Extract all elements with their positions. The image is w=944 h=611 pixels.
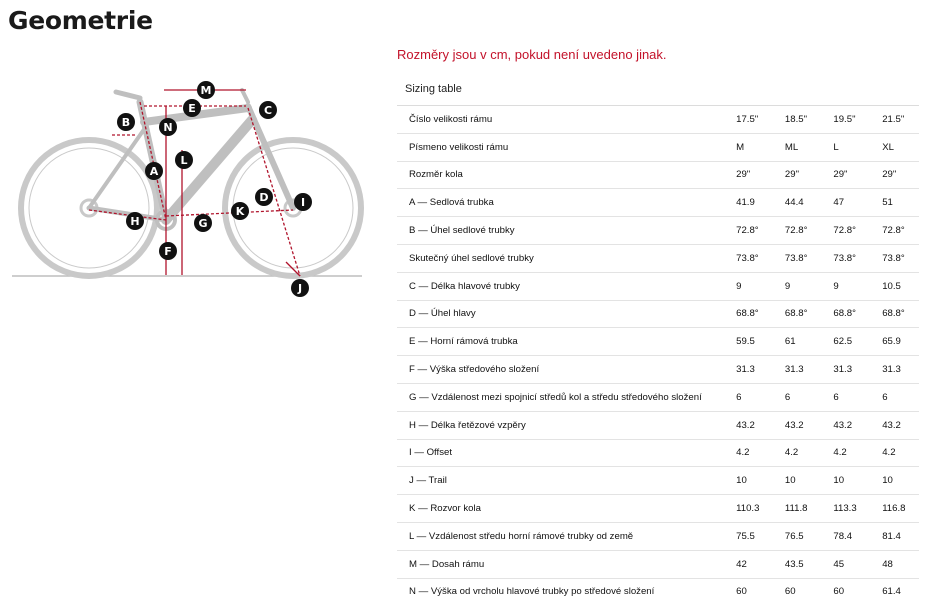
row-label: D — Úhel hlavy [397, 300, 724, 328]
marker-label: C [263, 104, 273, 117]
row-value: 45 [821, 550, 870, 578]
row-label: B — Úhel sedlové trubky [397, 217, 724, 245]
row-value: 43.2 [821, 411, 870, 439]
row-value: 31.3 [773, 356, 821, 384]
marker-l [175, 151, 193, 169]
row-value: 72.8° [773, 217, 821, 245]
row-label: Rozměr kola [397, 161, 724, 189]
marker-label: I [300, 196, 306, 209]
row-value: 81.4 [870, 522, 919, 550]
marker-label: J [297, 282, 303, 295]
row-value: 4.2 [724, 439, 773, 467]
row-value: 73.8° [870, 244, 919, 272]
row-value: ML [773, 133, 821, 161]
row-value: 10.5 [870, 272, 919, 300]
table-row [397, 439, 919, 467]
marker-i [294, 193, 312, 211]
row-value: 6 [724, 383, 773, 411]
table-row [397, 133, 919, 161]
table-row [397, 467, 919, 495]
row-value: 29" [821, 161, 870, 189]
row-label: N — Výška od vrcholu hlavové trubky po středové složení [409, 586, 655, 598]
table-row [397, 495, 919, 523]
row-value: 19.5" [821, 106, 870, 133]
marker-f [159, 242, 177, 260]
row-value: 61.4 [882, 586, 901, 598]
row-value: 62.5 [821, 328, 870, 356]
row-value: 31.3 [724, 356, 773, 384]
row-value: 60 [833, 586, 845, 598]
row-value: 72.8° [870, 217, 919, 245]
marker-d [255, 188, 273, 206]
row-value: 68.8° [724, 300, 773, 328]
marker-m [197, 81, 215, 99]
row-value: 72.8° [821, 217, 870, 245]
row-value: 18.5" [773, 106, 821, 133]
row-value: 6 [773, 383, 821, 411]
row-value: 9 [821, 272, 870, 300]
row-value: 68.8° [870, 300, 919, 328]
row-value: 73.8° [724, 244, 773, 272]
row-value: 61 [773, 328, 821, 356]
row-value: 4.2 [821, 439, 870, 467]
marker-label: N [163, 121, 173, 134]
row-value: 47 [821, 189, 870, 217]
marker-label: G [198, 217, 208, 230]
marker-label: D [259, 191, 269, 204]
row-value: 68.8° [773, 300, 821, 328]
row-value: 9 [724, 272, 773, 300]
row-value: 111.8 [773, 495, 821, 523]
marker-h [126, 212, 144, 230]
row-value: 75.5 [724, 522, 773, 550]
row-value: 43.2 [724, 411, 773, 439]
row-value: 110.3 [724, 495, 773, 523]
row-value: 68.8° [821, 300, 870, 328]
table-row [397, 356, 919, 384]
row-value: 10 [773, 467, 821, 495]
page-title: Geometrie [8, 6, 153, 35]
units-note: Rozměry jsou v cm, pokud není uvedeno jinak. [397, 47, 667, 62]
table-row [397, 300, 919, 328]
table-row [397, 217, 919, 245]
row-value: 48 [870, 550, 919, 578]
row-label: Číslo velikosti rámu [397, 106, 724, 133]
marker-label: H [130, 215, 140, 228]
row-value: 43.2 [870, 411, 919, 439]
row-value: 6 [870, 383, 919, 411]
row-label: G — Vzdálenost mezi spojnicí středů kol a středu středového složení [397, 383, 724, 411]
table-row [397, 411, 919, 439]
row-value: XL [870, 133, 919, 161]
marker-g [194, 214, 212, 232]
table-row [397, 244, 919, 272]
row-label: M — Dosah rámu [397, 550, 724, 578]
sizing-table-caption: Sizing table [397, 74, 919, 106]
row-value: 29" [773, 161, 821, 189]
table-row [397, 106, 919, 133]
row-value: 10 [821, 467, 870, 495]
table-row [397, 161, 919, 189]
row-value: 72.8° [724, 217, 773, 245]
marker-label: M [200, 84, 212, 97]
row-value: 76.5 [773, 522, 821, 550]
sizing-table-body [397, 106, 919, 605]
row-label: C — Délka hlavové trubky [397, 272, 724, 300]
row-value: 113.3 [821, 495, 870, 523]
row-value: 43.5 [773, 550, 821, 578]
row-label: A — Sedlová trubka [397, 189, 724, 217]
marker-c [259, 101, 277, 119]
marker-label: K [235, 205, 245, 218]
row-label: J — Trail [397, 467, 724, 495]
row-label: Písmeno velikosti rámu [397, 133, 724, 161]
row-label: I — Offset [397, 439, 724, 467]
row-value: 73.8° [821, 244, 870, 272]
row-value: 31.3 [870, 356, 919, 384]
table-row [397, 328, 919, 356]
row-value: 44.4 [773, 189, 821, 217]
row-value: 42 [724, 550, 773, 578]
table-row [397, 272, 919, 300]
marker-label: A [149, 165, 159, 178]
marker-n [159, 118, 177, 136]
row-value: 10 [870, 467, 919, 495]
row-label: F — Výška středového složení [397, 356, 724, 384]
sizing-table [397, 74, 919, 605]
marker-b [117, 113, 135, 131]
marker-a [145, 162, 163, 180]
marker-e [183, 99, 201, 117]
row-value: 51 [870, 189, 919, 217]
row-value: 78.4 [821, 522, 870, 550]
row-label: H — Délka řetězové vzpěry [397, 411, 724, 439]
row-value: 29" [724, 161, 773, 189]
row-value: 21.5" [870, 106, 919, 133]
row-value: 60 [784, 586, 796, 598]
row-value: 29" [870, 161, 919, 189]
row-value: 4.2 [870, 439, 919, 467]
row-value: 65.9 [870, 328, 919, 356]
row-value: 116.8 [870, 495, 919, 523]
table-row [397, 383, 919, 411]
row-label: E — Horní rámová trubka [397, 328, 724, 356]
row-label: K — Rozvor kola [397, 495, 724, 523]
row-value: 4.2 [773, 439, 821, 467]
row-value: 6 [821, 383, 870, 411]
row-value: 43.2 [773, 411, 821, 439]
marker-j [291, 279, 309, 297]
row-value: 9 [773, 272, 821, 300]
row-value: L [821, 133, 870, 161]
table-row [397, 550, 919, 578]
row-value: 73.8° [773, 244, 821, 272]
row-value: 41.9 [724, 189, 773, 217]
row-value: 31.3 [821, 356, 870, 384]
row-value: 59.5 [724, 328, 773, 356]
marker-label: E [188, 102, 196, 115]
table-row [397, 189, 919, 217]
table-row [397, 578, 919, 605]
table-row [397, 522, 919, 550]
row-value: 10 [724, 467, 773, 495]
geometry-diagram [12, 70, 372, 310]
row-value: M [724, 133, 773, 161]
sizing-table-container [397, 74, 919, 605]
marker-label: L [180, 154, 188, 167]
row-value: 17.5" [724, 106, 773, 133]
row-label: Skutečný úhel sedlové trubky [397, 244, 724, 272]
marker-label: B [121, 116, 131, 129]
row-label: L — Vzdálenost středu horní rámové trubky od země [397, 522, 724, 550]
row-value: 60 [736, 586, 747, 598]
marker-k [231, 202, 249, 220]
marker-label: F [164, 245, 172, 258]
